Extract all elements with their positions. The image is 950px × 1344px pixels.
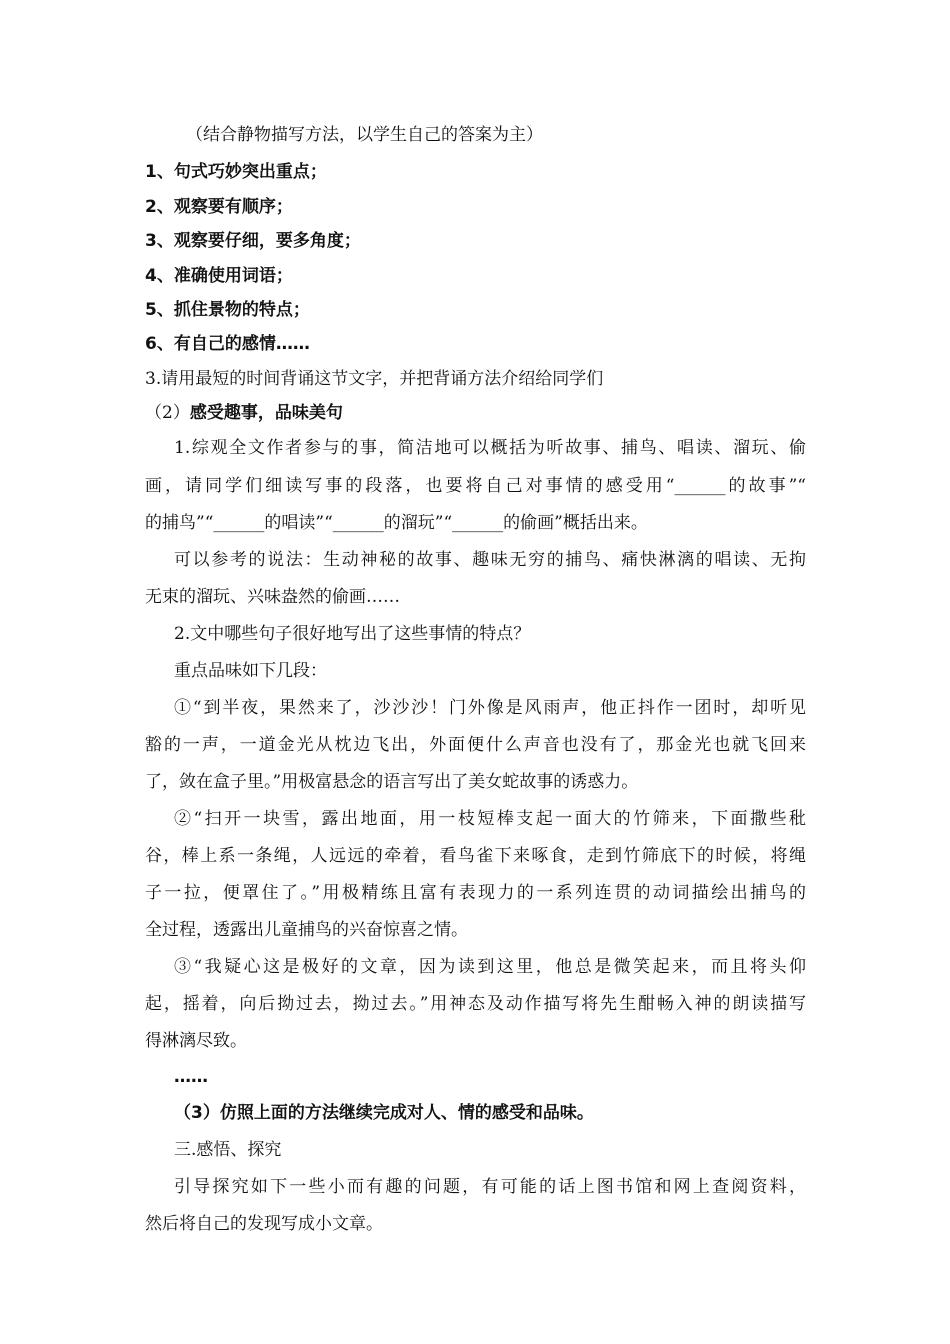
passage-3-line-1: ③“我疑心这是极好的文章，因为读到这里，他总是微笑起来，而且将头仰: [174, 957, 806, 977]
section-2-heading: [145, 401, 343, 425]
explore-line-2: 然后将自己的发现写成小文章。: [145, 1214, 383, 1234]
tip-4: 4、准确使用词语；: [145, 266, 293, 286]
question-1-line-1: 1.综观全文作者参与的事，简洁地可以概括为听故事、捕鸟、唱读、溜玩、偷: [174, 438, 806, 458]
passage-2-line-2: 谷，棒上系一条绳，人远远的牵着，看鸟雀下来啄食，走到竹筛底下的时候，将绳: [145, 846, 806, 866]
part-3-heading: 三.感悟、探究: [174, 1140, 282, 1160]
passage-2-line-1: ②“扫开一块雪，露出地面，用一枝短棒支起一面大的竹筛来，下面撒些秕: [174, 809, 806, 829]
section-2-number: （2）: [145, 403, 190, 423]
tip-2: 2、观察要有顺序；: [145, 197, 293, 217]
explore-line-1: 引导探究如下一些小而有趣的问题，有可能的话上图书馆和网上查阅资料，: [174, 1177, 806, 1197]
section-3-heading: （3）仿照上面的方法继续完成对人、情的感受和品味。: [174, 1103, 594, 1123]
passage-3-line-3: 得淋漓尽致。: [145, 1031, 247, 1051]
tip-5: 5、抓住景物的特点；: [145, 300, 310, 320]
question-1-line-3: 的捕鸟”“______的唱读”“______的溜玩”“______的偷画”概括出来。: [145, 513, 648, 533]
answer-1-line-1: 可以参考的说法：生动神秘的故事、趣味无穷的捕鸟、痛快淋漓的唱读、无拘: [174, 550, 806, 570]
question-2: 2.文中哪些句子很好地写出了这些事情的特点？: [174, 624, 531, 644]
passage-3-line-2: 起，摇着，向后拗过去，拗过去。”用神态及动作描写将先生酣畅入神的朗读描写: [145, 994, 806, 1014]
key-passages-intro: 重点品味如下几段：: [174, 661, 327, 681]
passage-1-line-3: 了，敛在盒子里。”用极富悬念的语言写出了美女蛇故事的诱惑力。: [145, 772, 639, 792]
question-1-line-2: 画，请同学们细读写事的段落，也要将自己对事情的感受用“______的故事”“: [145, 476, 806, 496]
tip-3: 3、观察要仔细，要多角度；: [145, 231, 361, 251]
tip-1: 1、句式巧妙突出重点；: [145, 162, 327, 182]
section-2-title: 感受趣事，品味美句: [189, 403, 343, 423]
ellipsis: ……: [174, 1067, 208, 1087]
intro-note: （结合静物描写方法，以学生自己的答案为主）: [186, 125, 543, 145]
answer-1-line-2: 无束的溜玩、兴味盎然的偷画……: [145, 587, 400, 607]
passage-2-line-4: 全过程，透露出儿童捕鸟的兴奋惊喜之情。: [145, 920, 468, 940]
passage-2-line-3: 子一拉，便罩住了。”用极精练且富有表现力的一系列连贯的动词描绘出捕鸟的: [145, 883, 806, 903]
passage-1-line-2: 豁的一声，一道金光从枕边飞出，外面便什么声音也没有了，那金光也就飞回来: [145, 735, 806, 755]
tip-6: 6、有自己的感情……: [145, 334, 310, 354]
passage-1-line-1: ①“到半夜，果然来了，沙沙沙！门外像是风雨声，他正抖作一团时，却听见: [174, 698, 806, 718]
item-3: 3.请用最短的时间背诵这节文字，并把背诵方法介绍给同学们: [145, 369, 604, 389]
